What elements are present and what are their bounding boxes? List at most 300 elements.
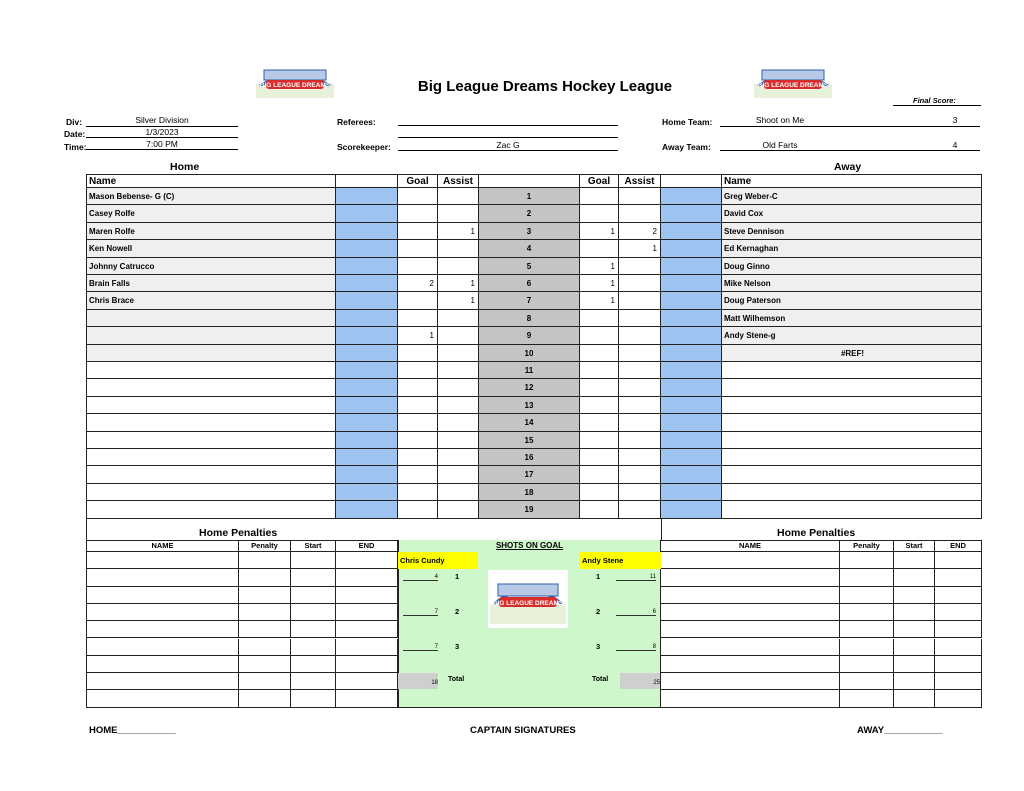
home-assist-cell [438, 258, 479, 275]
shots-title: SHOTS ON GOAL [495, 541, 564, 550]
away-team-value: Old Farts [762, 140, 798, 150]
away-goal-cell: 1 [580, 223, 619, 240]
away-score: 4 [952, 140, 958, 150]
away-blue-header [661, 175, 722, 188]
away-goal-cell [580, 466, 619, 483]
home-name-cell: Maren Rolfe [87, 223, 336, 240]
away-pen-end-cell [935, 656, 982, 673]
home-goal-cell [398, 449, 438, 466]
away-pen-end-cell [935, 621, 982, 638]
away-name-cell [722, 379, 982, 396]
svg-text:BIG LEAGUE DREAMS: BIG LEAGUE DREAMS [492, 600, 564, 607]
away-goal-cell [580, 310, 619, 327]
home-pen-penalty-cell [239, 656, 291, 673]
away-assist-cell [619, 501, 661, 518]
home-assist-cell [438, 414, 479, 431]
home-assist-cell [438, 310, 479, 327]
away-shots-period: 6 [616, 609, 656, 616]
home-goal-cell [398, 466, 438, 483]
home-goal-cell [398, 484, 438, 501]
home-goal-cell [398, 292, 438, 309]
home-assist-cell [438, 449, 479, 466]
blue-cell [336, 362, 398, 379]
row-number: 8 [479, 310, 580, 327]
home-goal-cell [398, 258, 438, 275]
away-pen-penalty-cell [840, 673, 894, 690]
home-pen-penalty-cell [239, 604, 291, 621]
blue-cell [336, 501, 398, 518]
home-pen-name-cell [87, 587, 239, 604]
away-assist-cell [619, 466, 661, 483]
blue-cell [661, 205, 722, 222]
home-goal-cell [398, 501, 438, 518]
blue-cell [336, 292, 398, 309]
away-pen-name-cell [661, 587, 840, 604]
row-number: 12 [479, 379, 580, 396]
away-name-cell [722, 432, 982, 449]
home-goal-cell [398, 362, 438, 379]
blue-cell [661, 466, 722, 483]
home-pen-penalty-cell [239, 587, 291, 604]
blue-cell [661, 345, 722, 362]
away-pen-penalty-cell [840, 639, 894, 656]
home-pen-name-cell [87, 621, 239, 638]
away-goal-cell [580, 205, 619, 222]
away-assist-cell [619, 292, 661, 309]
home-pen-name-cell [87, 552, 239, 569]
away-pen-end-cell [935, 552, 982, 569]
away-pen-penalty-cell [840, 690, 894, 707]
away-name-cell [722, 484, 982, 501]
home-pen-end-cell [336, 569, 398, 586]
blue-cell [336, 379, 398, 396]
home-assist-header: Assist [438, 175, 479, 188]
blue-cell [336, 240, 398, 257]
home-name-cell [87, 449, 336, 466]
home-goal-cell [398, 397, 438, 414]
away-goal-cell [580, 345, 619, 362]
away-name-header: Name [722, 175, 982, 188]
away-goal-cell [580, 484, 619, 501]
away-assist-cell [619, 310, 661, 327]
blue-cell [661, 379, 722, 396]
away-pen-start-cell [894, 569, 935, 586]
blue-cell [661, 188, 722, 205]
away-name-cell [722, 449, 982, 466]
home-goal-cell [398, 240, 438, 257]
row-number: 13 [479, 397, 580, 414]
away-goalie-name: Andy Stene [580, 552, 661, 569]
row-number: 4 [479, 240, 580, 257]
away-team-line [720, 150, 980, 151]
home-pen-end-cell [336, 639, 398, 656]
away-goal-cell [580, 449, 619, 466]
home-name-header: Name [87, 175, 336, 188]
away-signature: AWAY___________ [857, 725, 943, 736]
home-name-cell [87, 345, 336, 362]
home-pen-start-cell [291, 552, 336, 569]
home-pen-penalty-cell [239, 639, 291, 656]
blue-cell [661, 432, 722, 449]
away-assist-cell [619, 484, 661, 501]
home-assist-cell [438, 205, 479, 222]
blue-cell [661, 501, 722, 518]
away-pen-end-cell [935, 569, 982, 586]
home-goal-cell: 1 [398, 327, 438, 344]
row-number: 1 [479, 188, 580, 205]
time-value: 7:00 PM [86, 139, 238, 150]
row-number: 3 [479, 223, 580, 240]
away-goal-cell: 1 [580, 258, 619, 275]
away-goal-header: Goal [580, 175, 619, 188]
home-assist-cell [438, 240, 479, 257]
away-name-cell [722, 362, 982, 379]
home-pen-end-cell [336, 621, 398, 638]
row-number: 18 [479, 484, 580, 501]
away-team-label: Away Team: [662, 142, 711, 152]
away-assist-cell [619, 327, 661, 344]
away-pen-start-cell [894, 604, 935, 621]
home-name-cell: Casey Rolfe [87, 205, 336, 222]
away-name-cell: Matt Wilhemson [722, 310, 982, 327]
away-pen-start-cell [894, 690, 935, 707]
away-name-cell: Mike Nelson [722, 275, 982, 292]
away-name-cell: Doug Ginno [722, 258, 982, 275]
home-goal-cell [398, 432, 438, 449]
away-assist-cell [619, 188, 661, 205]
blue-cell [336, 449, 398, 466]
home-pen-start-header: Start [291, 540, 336, 552]
away-period-number: 2 [596, 607, 601, 616]
home-assist-cell [438, 327, 479, 344]
league-logo-right [752, 62, 834, 102]
away-name-cell: #REF! [722, 345, 982, 362]
home-goal-cell [398, 310, 438, 327]
away-pen-end-cell [935, 604, 982, 621]
home-name-cell [87, 432, 336, 449]
away-assist-cell [619, 397, 661, 414]
away-period-number: 3 [596, 642, 601, 651]
home-team-label: Home Team: [662, 117, 713, 127]
row-number: 16 [479, 449, 580, 466]
row-number: 11 [479, 362, 580, 379]
away-penalties-title: Home Penalties [777, 527, 856, 539]
away-goal-cell [580, 501, 619, 518]
away-pen-start-cell [894, 621, 935, 638]
shots-logo [488, 570, 568, 628]
away-assist-cell [619, 414, 661, 431]
home-goal-cell [398, 345, 438, 362]
svg-text:BIG LEAGUE DREAMS: BIG LEAGUE DREAMS [259, 82, 331, 89]
away-name-cell: David Cox [722, 205, 982, 222]
home-name-cell: Ken Nowell [87, 240, 336, 257]
home-pen-name-header: NAME [87, 540, 239, 552]
home-team-line [720, 126, 980, 127]
away-pen-start-cell [894, 656, 935, 673]
away-pen-name-cell [661, 690, 840, 707]
home-pen-name-cell [87, 690, 239, 707]
home-assist-cell [438, 484, 479, 501]
away-assist-cell [619, 362, 661, 379]
away-goal-cell [580, 432, 619, 449]
away-pen-start-cell [894, 587, 935, 604]
league-logo-left [254, 62, 336, 102]
home-pen-end-cell [336, 656, 398, 673]
home-goal-header: Goal [398, 175, 438, 188]
home-goal-cell [398, 379, 438, 396]
away-pen-penalty-cell [840, 569, 894, 586]
home-shots-period: 4 [403, 574, 438, 581]
home-goalie-name: Chris Cundy [398, 552, 478, 569]
away-pen-penalty-cell [840, 621, 894, 638]
home-period-number: 3 [455, 642, 460, 651]
home-pen-penalty-cell [239, 673, 291, 690]
away-assist-cell [619, 432, 661, 449]
home-shots-period: 7 [403, 609, 438, 616]
away-pen-start-cell [894, 552, 935, 569]
home-name-cell [87, 501, 336, 518]
away-pen-penalty-cell [840, 587, 894, 604]
time-label: Time: [64, 142, 87, 152]
section-divider [661, 519, 662, 540]
home-period-number: 2 [455, 607, 460, 616]
scorekeeper-value: Zac G [398, 140, 618, 151]
blue-cell [336, 258, 398, 275]
referees-label: Referees: [337, 117, 376, 127]
away-goal-cell [580, 240, 619, 257]
away-goal-cell [580, 188, 619, 205]
roster-grid [86, 174, 982, 520]
home-goal-cell [398, 223, 438, 240]
home-name-cell: Brain Falls [87, 275, 336, 292]
away-pen-end-header: END [935, 540, 982, 552]
away-pen-name-header: NAME [661, 540, 840, 552]
date-label: Date: [64, 129, 86, 139]
referees-value [398, 115, 618, 126]
away-assist-cell [619, 449, 661, 466]
home-pen-penalty-cell [239, 552, 291, 569]
row-number: 7 [479, 292, 580, 309]
away-pen-penalty-header: Penalty [840, 540, 894, 552]
home-pen-start-cell [291, 656, 336, 673]
home-goal-cell [398, 188, 438, 205]
blue-cell [336, 275, 398, 292]
home-pen-end-cell [336, 690, 398, 707]
away-name-cell [722, 501, 982, 518]
home-assist-cell: 1 [438, 292, 479, 309]
blue-cell [336, 205, 398, 222]
away-pen-penalty-cell [840, 552, 894, 569]
away-pen-start-cell [894, 639, 935, 656]
blue-cell [661, 449, 722, 466]
blue-cell [661, 310, 722, 327]
home-name-cell [87, 310, 336, 327]
home-shots-total: 18 [398, 673, 438, 689]
away-goal-cell: 1 [580, 292, 619, 309]
home-name-cell: Johnny Catrucco [87, 258, 336, 275]
row-number: 5 [479, 258, 580, 275]
row-number: 10 [479, 345, 580, 362]
away-pen-name-cell [661, 621, 840, 638]
blue-cell [336, 188, 398, 205]
home-pen-start-cell [291, 673, 336, 690]
home-assist-cell: 1 [438, 223, 479, 240]
home-pen-start-cell [291, 621, 336, 638]
blue-cell [336, 484, 398, 501]
captain-signatures-label: CAPTAIN SIGNATURES [470, 725, 576, 736]
blue-cell [661, 327, 722, 344]
final-score-label: Final Score: [913, 96, 956, 105]
blue-cell [661, 362, 722, 379]
home-name-cell: Chris Brace [87, 292, 336, 309]
home-period-number: 1 [455, 572, 460, 581]
blue-cell [661, 397, 722, 414]
away-pen-start-cell [894, 673, 935, 690]
blue-cell [661, 414, 722, 431]
home-section-title: Home [170, 161, 200, 173]
away-assist-cell [619, 275, 661, 292]
blue-cell [336, 310, 398, 327]
referees-line-2 [398, 137, 618, 138]
home-pen-start-cell [291, 639, 336, 656]
away-assist-cell: 2 [619, 223, 661, 240]
home-assist-cell [438, 345, 479, 362]
final-score-line [893, 105, 981, 106]
home-pen-name-cell [87, 639, 239, 656]
home-blue-header [336, 175, 398, 188]
page-title: Big League Dreams Hockey League [417, 78, 673, 95]
row-number: 9 [479, 327, 580, 344]
home-name-cell [87, 484, 336, 501]
home-pen-name-cell [87, 673, 239, 690]
home-assist-cell [438, 379, 479, 396]
away-assist-cell [619, 379, 661, 396]
away-period-number: 1 [596, 572, 601, 581]
away-section-title: Away [834, 161, 862, 173]
away-pen-start-header: Start [894, 540, 935, 552]
away-pen-name-cell [661, 604, 840, 621]
penalties-section [86, 519, 982, 708]
away-name-cell: Greg Weber-C [722, 188, 982, 205]
away-name-cell: Andy Stene-g [722, 327, 982, 344]
away-name-cell [722, 414, 982, 431]
away-pen-end-cell [935, 639, 982, 656]
away-pen-name-cell [661, 656, 840, 673]
svg-text:BIG LEAGUE DREAMS: BIG LEAGUE DREAMS [757, 82, 829, 89]
home-assist-cell [438, 362, 479, 379]
home-pen-penalty-cell [239, 690, 291, 707]
away-pen-penalty-cell [840, 604, 894, 621]
away-pen-name-cell [661, 569, 840, 586]
away-goal-cell [580, 379, 619, 396]
home-goal-cell [398, 414, 438, 431]
away-pen-name-cell [661, 552, 840, 569]
blue-cell [336, 345, 398, 362]
away-assist-cell [619, 205, 661, 222]
home-pen-penalty-cell [239, 569, 291, 586]
home-pen-start-cell [291, 587, 336, 604]
home-pen-end-header: END [336, 540, 398, 552]
blue-cell [336, 414, 398, 431]
home-pen-start-cell [291, 690, 336, 707]
home-shots-period: 7 [403, 644, 438, 651]
home-team-value: Shoot on Me [755, 115, 805, 125]
away-pen-name-cell [661, 639, 840, 656]
home-signature: HOME___________ [89, 725, 176, 736]
away-total-label: Total [592, 676, 609, 683]
home-assist-cell [438, 466, 479, 483]
away-assist-cell [619, 345, 661, 362]
home-pen-start-cell [291, 569, 336, 586]
row-number: 19 [479, 501, 580, 518]
away-pen-penalty-cell [840, 656, 894, 673]
away-name-cell [722, 397, 982, 414]
home-score: 3 [952, 115, 958, 125]
away-pen-end-cell [935, 587, 982, 604]
away-pen-name-cell [661, 673, 840, 690]
away-goal-cell [580, 414, 619, 431]
home-pen-penalty-cell [239, 621, 291, 638]
row-number: 6 [479, 275, 580, 292]
home-pen-start-cell [291, 604, 336, 621]
home-name-cell [87, 414, 336, 431]
number-header [479, 175, 580, 188]
home-goal-cell [398, 205, 438, 222]
blue-cell [336, 327, 398, 344]
blue-cell [661, 484, 722, 501]
blue-cell [661, 258, 722, 275]
away-shots-period: 11 [616, 574, 656, 581]
blue-cell [336, 432, 398, 449]
home-name-cell [87, 397, 336, 414]
blue-cell [336, 466, 398, 483]
away-pen-end-cell [935, 690, 982, 707]
home-pen-penalty-header: Penalty [239, 540, 291, 552]
away-name-cell: Doug Paterson [722, 292, 982, 309]
home-total-label: Total [448, 676, 465, 683]
away-name-cell: Ed Kernaghan [722, 240, 982, 257]
away-assist-header: Assist [619, 175, 661, 188]
div-value: Silver Division [135, 115, 189, 125]
home-assist-cell [438, 501, 479, 518]
home-pen-end-cell [336, 673, 398, 690]
away-pen-end-cell [935, 673, 982, 690]
home-goal-cell: 2 [398, 275, 438, 292]
div-label: Div: [66, 117, 83, 127]
row-number: 2 [479, 205, 580, 222]
home-name-cell [87, 362, 336, 379]
blue-cell [661, 223, 722, 240]
blue-cell [661, 275, 722, 292]
away-assist-cell: 1 [619, 240, 661, 257]
home-penalties-title: Home Penalties [199, 527, 278, 539]
home-assist-cell [438, 432, 479, 449]
away-goal-cell [580, 362, 619, 379]
blue-cell [661, 292, 722, 309]
blue-cell [661, 240, 722, 257]
home-name-cell [87, 327, 336, 344]
scorekeeper-label: Scorekeeper: [337, 142, 391, 152]
home-name-cell [87, 379, 336, 396]
away-name-cell [722, 466, 982, 483]
home-assist-cell: 1 [438, 275, 479, 292]
away-name-cell: Steve Dennison [722, 223, 982, 240]
row-number: 14 [479, 414, 580, 431]
home-pen-name-cell [87, 604, 239, 621]
home-name-cell: Mason Bebense- G (C) [87, 188, 336, 205]
home-pen-name-cell [87, 656, 239, 673]
away-shots-period: 8 [616, 644, 656, 651]
